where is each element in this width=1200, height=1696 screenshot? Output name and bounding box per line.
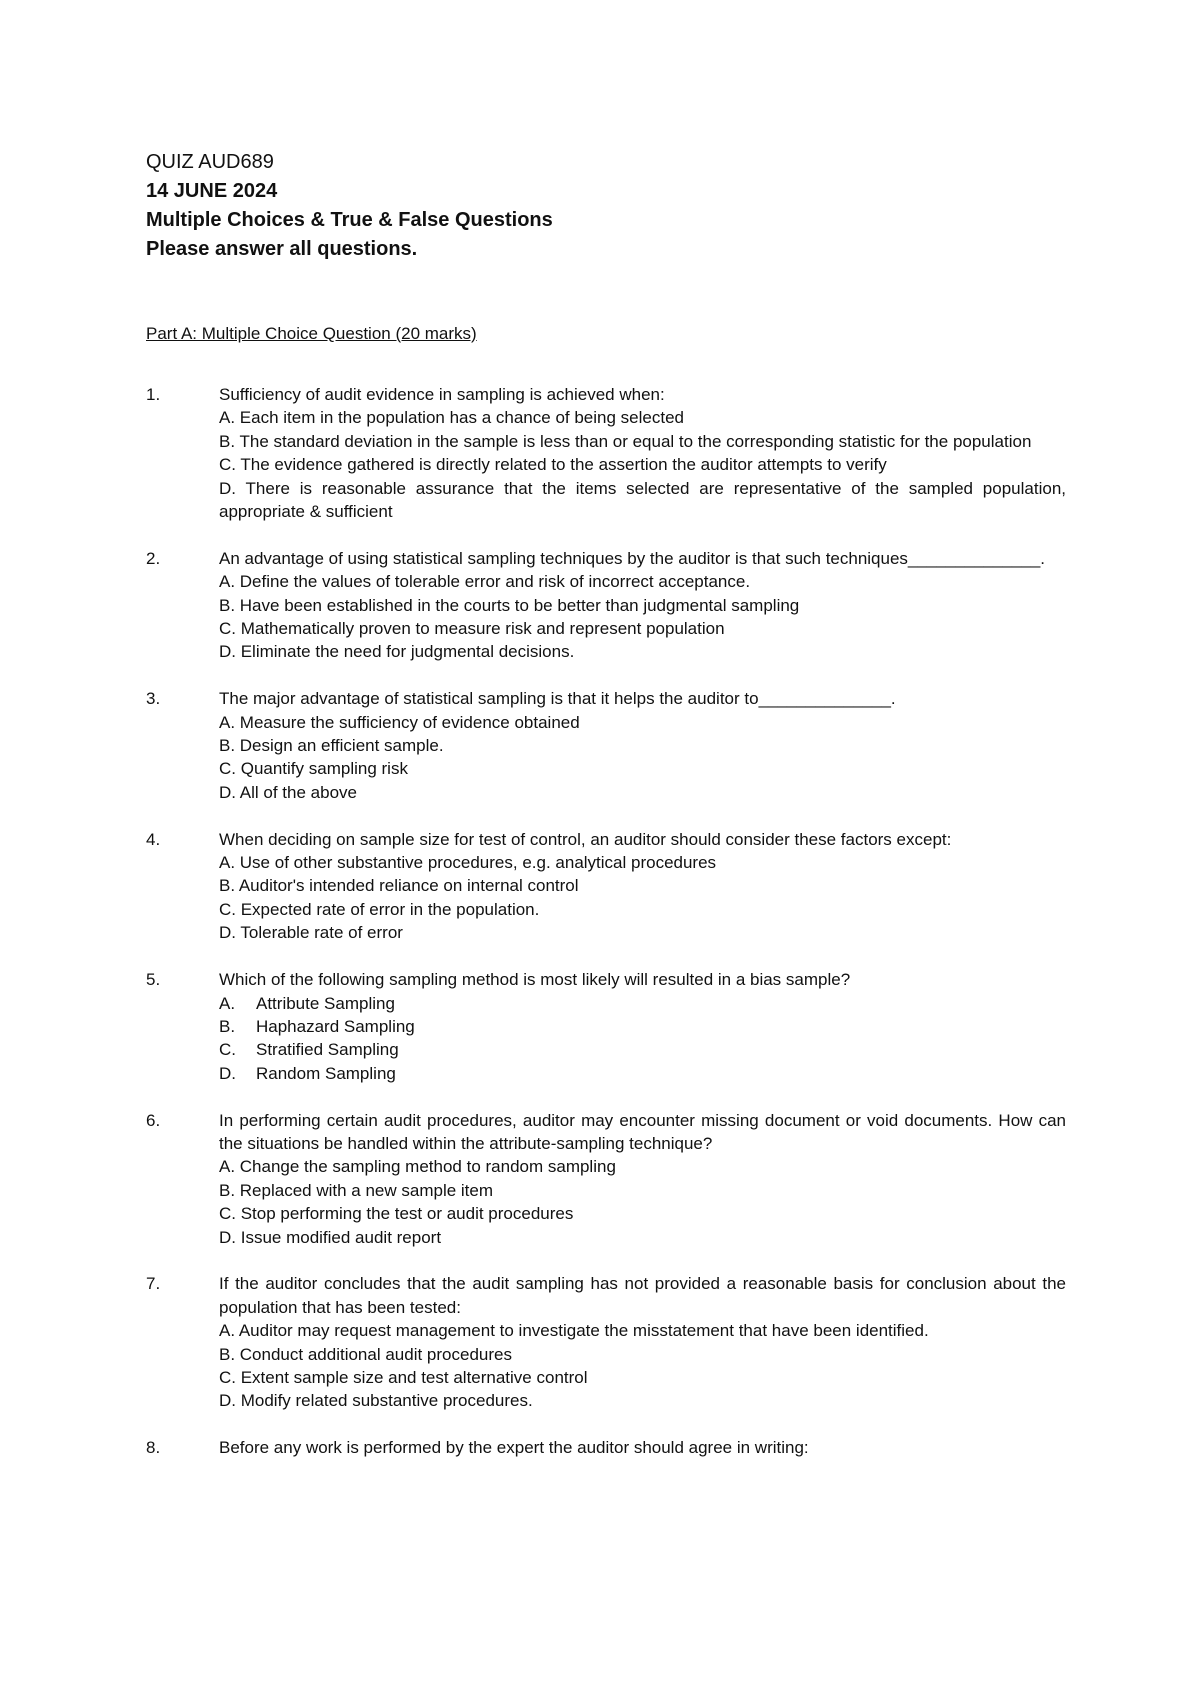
option-d (219, 1062, 1066, 1085)
question-number: 1. (146, 385, 161, 404)
quiz-header (146, 148, 553, 264)
option-b: B. Auditor's intended reliance on internal control (219, 876, 579, 896)
question-list (146, 383, 1066, 1483)
option-d: D. All of the above (219, 782, 357, 802)
option-a: A. Measure the sufficiency of evidence obtained (219, 712, 580, 732)
option-d: D. There is reasonable assurance that the items selected are representative of the sampled population, appropriate & sufficient (219, 478, 1066, 522)
option-b: B. Have been established in the courts to be better than judgmental sampling (219, 595, 800, 615)
question-stem: If the auditor concludes that the audit sampling has not provided a reasonable basis for conclusion about the population that has been tested: (219, 1274, 1066, 1317)
section-title: Part A: Multiple Choice Question (20 marks) (146, 324, 477, 343)
option-b: B. The standard deviation in the sample is less than or equal to the corresponding statistic for the population (219, 431, 1032, 451)
option-text: Stratified Sampling (256, 1040, 399, 1060)
question-5 (146, 968, 1066, 1085)
question-stem: Which of the following sampling method is most likely will resulted in a bias sample? (219, 970, 851, 990)
option-text: Random Sampling (256, 1063, 396, 1083)
question-number: 5. (146, 970, 161, 990)
question-4 (146, 828, 1066, 945)
question-stem: When deciding on sample size for test of control, an auditor should consider these factors except: (219, 829, 952, 849)
question-stem: Sufficiency of audit evidence in sampling is achieved when: (219, 385, 665, 404)
question-number: 2. (146, 548, 161, 568)
question-3 (146, 687, 1066, 804)
option-c: C. Extent sample size and test alternative control (219, 1367, 588, 1387)
option-d: D. Issue modified audit report (219, 1227, 442, 1247)
option-b: B. Design an efficient sample. (219, 736, 444, 756)
option-b: B. Conduct additional audit procedures (219, 1344, 512, 1364)
question-number: 4. (146, 829, 161, 849)
quiz-date: 14 JUNE 2024 (146, 180, 278, 202)
option-c: C. Mathematically proven to measure risk and represent population (219, 619, 725, 639)
option-text: Haphazard Sampling (256, 1016, 415, 1036)
option-a: A. Use of other substantive procedures, e.g. analytical procedures (219, 853, 717, 873)
option-b: B. Replaced with a new sample item (219, 1180, 494, 1200)
option-c: C. The evidence gathered is directly related to the assertion the auditor attempts to verify (219, 455, 887, 475)
option-a: A. Change the sampling method to random sampling (219, 1157, 616, 1177)
option-b (219, 1015, 1066, 1038)
question-7 (146, 1272, 1066, 1412)
option-a (219, 992, 1066, 1015)
option-letter: D. (219, 1063, 236, 1083)
question-number: 7. (146, 1274, 161, 1294)
question-number: 8. (146, 1438, 161, 1458)
question-stem: The major advantage of statistical sampling is that it helps the auditor to______________. (219, 689, 896, 709)
question-2 (146, 547, 1066, 664)
option-c: C. Stop performing the test or audit procedures (219, 1204, 574, 1224)
question-number: 6. (146, 1110, 161, 1130)
option-d: D. Eliminate the need for judgmental decisions. (219, 642, 575, 662)
question-stem: In performing certain audit procedures, auditor may encounter missing document or void documents. How can the situations be handled within the attribute-sampling technique? (219, 1110, 1066, 1153)
option-c: C. Quantify sampling risk (219, 759, 408, 779)
option-a: A. Each item in the population has a chance of being selected (219, 408, 684, 428)
question-8 (146, 1436, 1066, 1459)
question-stem: Before any work is performed by the expert the auditor should agree in writing: (219, 1438, 809, 1458)
question-1 (146, 383, 1066, 523)
option-letter: B. (219, 1016, 236, 1036)
question-number: 3. (146, 689, 161, 709)
option-c: C. Expected rate of error in the population. (219, 899, 540, 919)
option-a: A. Auditor may request management to investigate the misstatement that have been identified. (219, 1321, 929, 1341)
quiz-type: Multiple Choices & True & False Questions (146, 209, 553, 231)
question-stem: An advantage of using statistical sampling techniques by the auditor is that such techniques______________. (219, 548, 1046, 568)
quiz-instruction: Please answer all questions. (146, 238, 418, 260)
option-letter: C. (219, 1040, 236, 1060)
option-c (219, 1038, 1066, 1061)
quiz-code: QUIZ AUD689 (146, 151, 274, 173)
option-d: D. Modify related substantive procedures. (219, 1391, 533, 1411)
question-6 (146, 1109, 1066, 1249)
option-d: D. Tolerable rate of error (219, 923, 403, 943)
option-text: Attribute Sampling (256, 993, 395, 1013)
option-a: A. Define the values of tolerable error and risk of incorrect acceptance. (219, 572, 751, 592)
option-letter: A. (219, 993, 236, 1013)
